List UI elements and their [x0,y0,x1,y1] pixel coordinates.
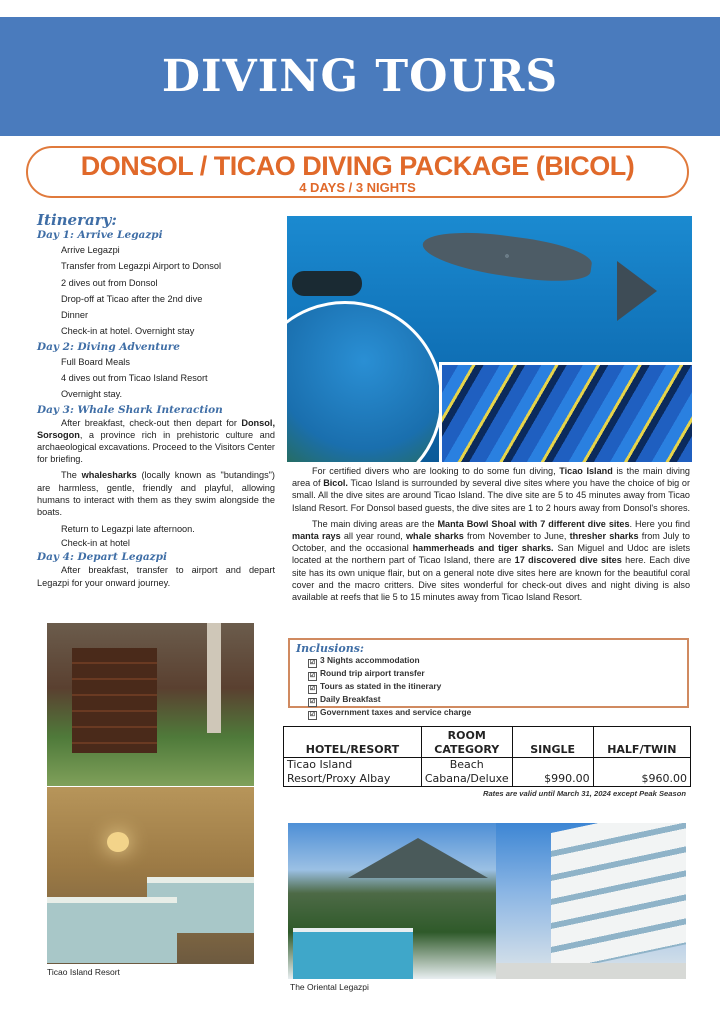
cell-room-category [421,758,512,787]
cell-single-rate: $990.00 [512,758,593,787]
hotel-building-shape [551,823,686,973]
text: from November to June, [463,531,570,542]
inclusion-text: Round trip airport transfer [320,668,425,678]
list-item [308,681,687,694]
text: all year round, [340,531,406,542]
inclusion-text: 3 Nights accommodation [320,655,420,665]
text: here. Each dive site has its own unique flair, but on a general note dive sites here are known for the beautiful coral cover and the macro critters. Dive sites wonderful for check-out dives and night diving is also available at reefs that lie 5 to 15 minutes away from Ticao Island Resort. [292,555,691,603]
list-item: Check-in at hotel. Overnight stay [61,326,195,337]
lamp-shape [107,832,129,852]
list-item [308,694,687,707]
column-header-single: SINGLE [512,727,593,758]
itinerary-heading: Itinerary: [37,211,117,229]
header-banner [0,17,720,136]
bold-text: whalesharks [81,470,137,481]
tree-trunk-shape [207,623,221,733]
checkbox-checked-icon: ☑ [309,686,316,692]
inclusion-text: Daily Breakfast [320,694,381,704]
cell-line: Beach [449,758,484,771]
cell-hotel [284,758,422,787]
rates-table [283,726,691,787]
cell-twin-rate: $960.00 [593,758,690,787]
list-item: Overnight stay. [61,389,123,400]
diver-shape [292,271,362,296]
column-header-half-twin: HALF/TWIN [593,727,690,758]
list-item: Dinner [61,310,89,321]
description-paragraph-2 [292,518,690,603]
list-item: Drop-off at Ticao after the 2nd dive [61,293,203,304]
ticao-resort-caption: Ticao Island Resort [47,967,120,977]
checkbox-checked-icon: ☑ [309,712,316,718]
list-item [308,668,687,681]
cell-line: Cabana/Deluxe [424,772,509,785]
day2-title: Day 2: Diving Adventure [37,340,180,353]
oriental-legazpi-caption: The Oriental Legazpi [290,982,369,992]
list-item: Transfer from Legazpi Airport to Donsol [61,261,221,272]
bold-text: whale sharks [405,531,464,542]
day4-title: Day 4: Depart Legazpi [37,551,167,564]
day3-line-2: Check-in at hotel [61,538,130,549]
list-item: 4 dives out from Ticao Island Resort [61,373,208,384]
bold-text: hammerheads and tiger sharks. [412,543,554,554]
text: For certified divers who are looking to do some fun diving, [312,466,560,476]
list-item: Full Board Meals [61,356,130,367]
whale-shark-tail-shape [617,261,657,321]
day3-paragraph-2 [37,469,275,518]
day3-paragraph-1 [37,417,275,466]
description-paragraph-1 [292,465,690,514]
ground-shape [496,963,686,979]
pool-shape [293,928,413,979]
list-item: 2 dives out from Donsol [61,277,158,288]
text: After breakfast, check-out then depart for [61,417,242,428]
text: (locally known as "butandings") are harmless, gentle, friendly and playful, allowing humans to interact with them as they swim alongside the boats. [37,470,275,518]
whale-shark-shape [420,224,594,287]
banner-title: DIVING TOURS [161,51,559,102]
day4-paragraph: After breakfast, transfer to airport and depart Legazpi for your onward journey. [37,565,275,588]
column-header-room-category [421,727,512,758]
ticao-resort-sign-photo [47,623,254,786]
inclusions-box [288,638,689,718]
text: San Miguel and Udoc are islets located at the northern part of Ticao Island, there are [292,543,690,566]
blue-tang-photo [439,362,692,462]
list-item [308,707,687,720]
text: , a province rich in prehistoric culture and archaeological excavations. Proceed to the Visitors Center for briefing. [37,429,275,465]
package-title: DONSOL / TICAO DIVING PACKAGE (BICOL) [80,151,635,181]
bold-text: thresher sharks [569,531,639,542]
list-item: Arrive Legazpi [61,245,120,255]
fish-school-circle-photo [287,301,443,462]
column-header-hotel: HOTEL/RESORT [284,727,422,758]
oriental-legazpi-pool-photo [288,823,496,979]
ticao-resort-room-photo [47,787,254,964]
text: The [61,470,82,481]
package-duration: 4 DAYS / 3 NIGHTS [299,180,416,195]
text: is the main diving area of [292,466,690,489]
checkbox-checked-icon: ☑ [309,673,316,679]
day1-title: Day 1: Arrive Legazpi [37,229,163,241]
header-line: ROOM [447,729,486,742]
text: from July to October, and the occasional [292,531,690,554]
cell-line: Resort/Proxy Albay [287,772,391,785]
bold-text: Ticao Island [559,466,613,476]
bold-text: Donsol, Sorsogon [37,417,275,440]
inclusion-text: Government taxes and service charge [320,707,472,717]
diving-collage-photo [287,216,692,462]
checkbox-checked-icon: ☑ [309,660,316,666]
wooden-signpost-shape [72,648,157,753]
table-header-row [284,727,691,758]
oriental-legazpi-building-photo [496,823,686,979]
bold-text: Manta Bowl Shoal with 7 different dive sites [437,518,630,529]
checkbox-checked-icon: ☑ [309,699,316,705]
package-title-box [26,146,689,198]
bold-text: 17 discovered dive sites [514,555,622,566]
description-section [292,465,690,607]
bold-text: manta rays [292,531,341,542]
text: . Here you find [629,518,691,529]
text: Ticao Island is surrounded by several dive sites where you have the choice of big or small. All the dive sites are around Ticao Island. The dive site are 5 to 45 minutes away from Ticao Island Resort. For Donsol based guests, the dive sites are 1 to 2 hours away from Donsol's shores. [292,478,691,513]
itinerary-section [37,212,275,593]
inclusions-heading: Inclusions: [296,642,364,655]
text: The main diving areas are the [312,518,438,529]
day3-title: Day 3: Whale Shark Interaction [37,403,223,416]
inclusion-text: Tours as stated in the itinerary [320,681,442,691]
bed-shape [47,897,177,963]
list-item [308,655,687,668]
mayon-volcano-shape [348,838,488,878]
day3-line-1: Return to Legazpi late afternoon. [61,524,195,535]
cell-line: Ticao Island [287,758,353,771]
table-row [284,758,691,787]
inclusions-list [296,655,687,720]
rates-validity-note: Rates are valid until March 31, 2024 except Peak Season [482,789,686,798]
bold-text: Bicol. [323,478,348,489]
header-line: CATEGORY [434,743,500,756]
